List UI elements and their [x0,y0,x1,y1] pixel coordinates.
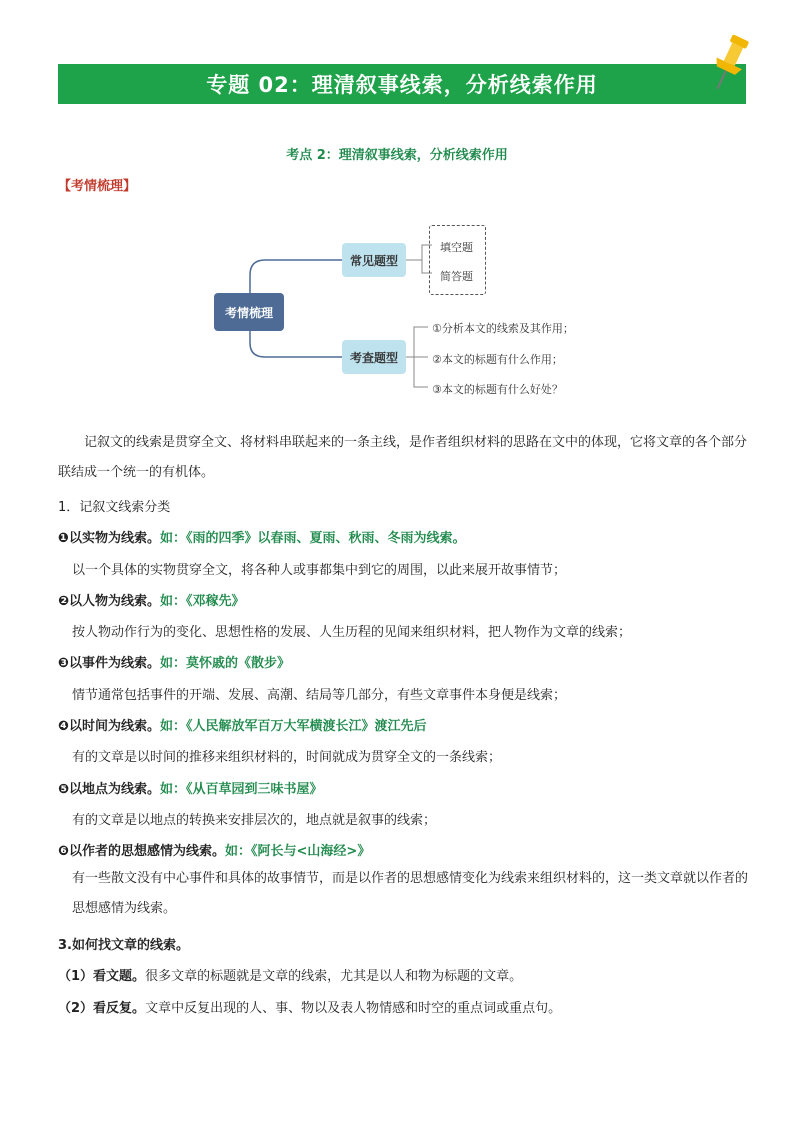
page-title: 专题 02：理清叙事线索，分析线索作用 [206,73,598,97]
type-5-example: 如：《从百草园到三味书屋》 [160,782,323,797]
section-3-heading: 3.如何找文章的线索。 [58,938,189,953]
type-1-desc: 以一个具体的实物贯穿全文，将各种人或事都集中到它的周围，以此来展开故事情节； [72,563,567,578]
type-4-label: 以时间为线索。 [69,719,161,734]
branch-common-types: 常见题型 [342,243,406,277]
type-6-marker: ❻ [58,844,70,859]
leaf-exam-item-3: ③本文的标题有什么好处？ [432,383,563,396]
type-3-marker: ❸ [58,656,70,671]
method-2-text: 文章中反复出现的人、事、物以及表人物情感和时空的重点词或重点句。 [145,1001,562,1016]
method-1-label: 看文题。 [93,969,146,984]
type-6-example: 如：《阿长与<山海经>》 [225,844,371,859]
method-2 [58,997,561,1016]
type-3-label: 以事件为线索。 [69,656,161,671]
mind-map [200,215,620,410]
type-2-label: 以人物为线索。 [69,594,161,609]
method-1 [58,965,522,984]
method-1-number: （1） [58,969,94,984]
dashed-group-box [429,225,486,295]
leaf-exam-item-2: ②本文的标题有什么作用； [432,353,563,366]
type-2-desc: 按人物动作行为的变化、思想性格的发展、人生历程的见闻来组织材料，把人物作为文章的线索； [72,625,632,640]
type-3-example: 如：莫怀戚的《散步》 [160,656,291,671]
type-5-label: 以地点为线索。 [69,782,161,797]
method-1-text: 很多文章的标题就是文章的线索，尤其是以人和物为标题的文章。 [145,969,523,984]
pushpin-icon [706,32,756,94]
type-1-label: 以实物为线索。 [69,531,161,546]
type-4-marker: ❹ [58,719,70,734]
type-1-heading [58,527,466,546]
type-5-heading [58,778,323,797]
type-4-heading [58,715,427,734]
type-5-desc: 有的文章是以地点的转换来安排层次的，地点就是叙事的线索； [72,813,437,828]
type-2-heading [58,590,245,609]
type-2-example: 如：《邓稼先》 [160,594,245,609]
leaf-short-answer: 简答题 [440,270,473,283]
type-3-desc: 情节通常包括事件的开端、发展、高潮、结局等几部分，有些文章事件本身便是线索； [72,688,567,703]
leaf-fill-blank: 填空题 [440,241,473,254]
type-5-marker: ❺ [58,782,70,797]
method-2-number: （2） [58,1001,94,1016]
type-6-heading [58,840,370,859]
type-4-example: 如：《人民解放军百万大军横渡长江》渡江先后 [160,719,427,734]
type-3-heading [58,652,290,671]
type-1-marker: ❶ [58,531,70,546]
type-4-desc: 有的文章是以时间的推移来组织材料的，时间就成为贯穿全文的一条线索； [72,750,502,765]
type-1-example: 如：《雨的四季》以春雨、夏雨、秋雨、冬雨为线索。 [160,531,466,546]
type-6-label: 以作者的思想感情为线索。 [69,844,226,859]
title-banner [58,64,746,104]
type-2-marker: ❷ [58,594,70,609]
section-label: 【考情梳理】 [58,179,137,194]
branch-exam-types: 考查题型 [342,340,406,374]
mind-map-root: 考情梳理 [214,293,284,331]
intro-paragraph: 记叙文的线索是贯穿全文、将材料串联起来的一条主线，是作者组织材料的思路在文中的体现，它将文章的各个部分联结成一个统一的有机体。 [58,435,748,480]
topic-subtitle: 考点 2：理清叙事线索，分析线索作用 [286,148,508,163]
leaf-exam-item-1: ①分析本文的线索及其作用； [432,322,574,335]
section-1-heading: 1．记叙文线索分类 [58,500,171,515]
type-6-desc: 有一些散文没有中心事件和具体的故事情节，而是以作者的思想感情变化为线索来组织材料的，这一类文章就以作者的思想感情为线索。 [72,871,749,916]
method-2-label: 看反复。 [93,1001,146,1016]
